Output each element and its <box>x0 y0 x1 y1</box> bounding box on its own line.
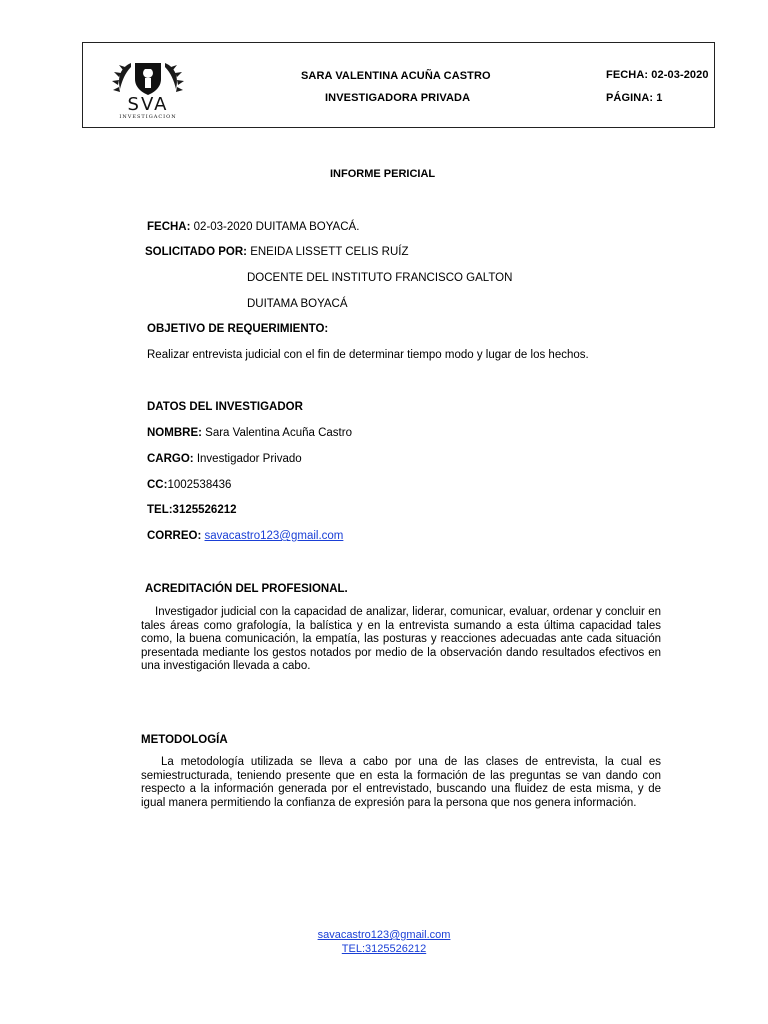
cargo-line <box>147 452 302 466</box>
acreditacion-paragraph: Investigador judicial con la capacidad de analizar, liderar, comunicar, evaluar, ordenar y concluir en tales áreas como grafología, la balística y en la entrevista sumando a esta última capacidad tales como, la buena comunicación, la empatía, las posturas y reacciones adecuadas ante cada situación presentada mediante los gestos notados por medio de la observación dando resultados efectivos en una investigación llevada a cabo. <box>141 606 661 673</box>
header-date: FECHA: 02-03-2020 <box>606 69 709 81</box>
cargo-value: Investigador Privado <box>193 453 302 465</box>
investigator-role: INVESTIGADORA PRIVADA <box>325 92 471 104</box>
datos-title: DATOS DEL INVESTIGADOR <box>147 401 303 413</box>
footer-email-link[interactable]: savacastro123@gmail.com <box>317 929 451 941</box>
tel-line: TEL:3125526212 <box>147 504 237 516</box>
objetivo-text: Realizar entrevista judicial con el fin de determinar tiempo modo y lugar de los hechos. <box>147 349 589 361</box>
header-page: PÁGINA: 1 <box>606 92 663 104</box>
solicitado-value: ENEIDA LISSETT CELIS RUÍZ <box>247 246 409 258</box>
cc-label: CC: <box>147 479 168 491</box>
footer-tel-link[interactable]: TEL:3125526212 <box>341 943 427 955</box>
logo-text: SVA <box>127 94 169 115</box>
correo-link[interactable]: savacastro123@gmail.com <box>204 530 344 542</box>
document-title: INFORME PERICIAL <box>330 168 436 180</box>
fecha-value: 02-03-2020 DUITAMA BOYACÁ. <box>190 221 360 233</box>
metodologia-paragraph: La metodología utilizada se lleva a cabo por una de las clases de entrevista, la cual es semiestructurada, teniendo presente que en esta la formación de las preguntas se van dando con respecto a la información generada por el entrevistado, buscando una fluidez de esta misma, y de igual manera permitiendo la confianza de expresión para la persona que nos genera información. <box>141 756 661 809</box>
fecha-label: FECHA: <box>147 221 191 233</box>
solicitado-line-3: DUITAMA BOYACÁ <box>247 298 348 310</box>
correo-line <box>147 529 343 543</box>
nombre-line <box>147 426 352 440</box>
fecha-line <box>147 220 359 234</box>
metodologia-title: METODOLOGÍA <box>141 734 228 746</box>
solicitado-label: SOLICITADO POR: <box>145 246 248 258</box>
solicitado-line <box>145 245 409 259</box>
solicitado-line-2: DOCENTE DEL INSTITUTO FRANCISCO GALTON <box>247 272 513 284</box>
acreditacion-title: ACREDITACIÓN DEL PROFESIONAL. <box>145 583 348 595</box>
cc-line <box>147 478 231 492</box>
cc-value: 1002538436 <box>167 479 232 491</box>
nombre-value: Sara Valentina Acuña Castro <box>201 427 352 439</box>
logo-subtext: INVESTIGACION <box>119 114 177 120</box>
objetivo-label: OBJETIVO DE REQUERIMIENTO: <box>147 323 329 335</box>
correo-label: CORREO: <box>147 530 202 542</box>
investigator-name: SARA VALENTINA ACUÑA CASTRO <box>301 70 491 82</box>
cargo-label: CARGO: <box>147 453 194 465</box>
nombre-label: NOMBRE: <box>147 427 202 439</box>
